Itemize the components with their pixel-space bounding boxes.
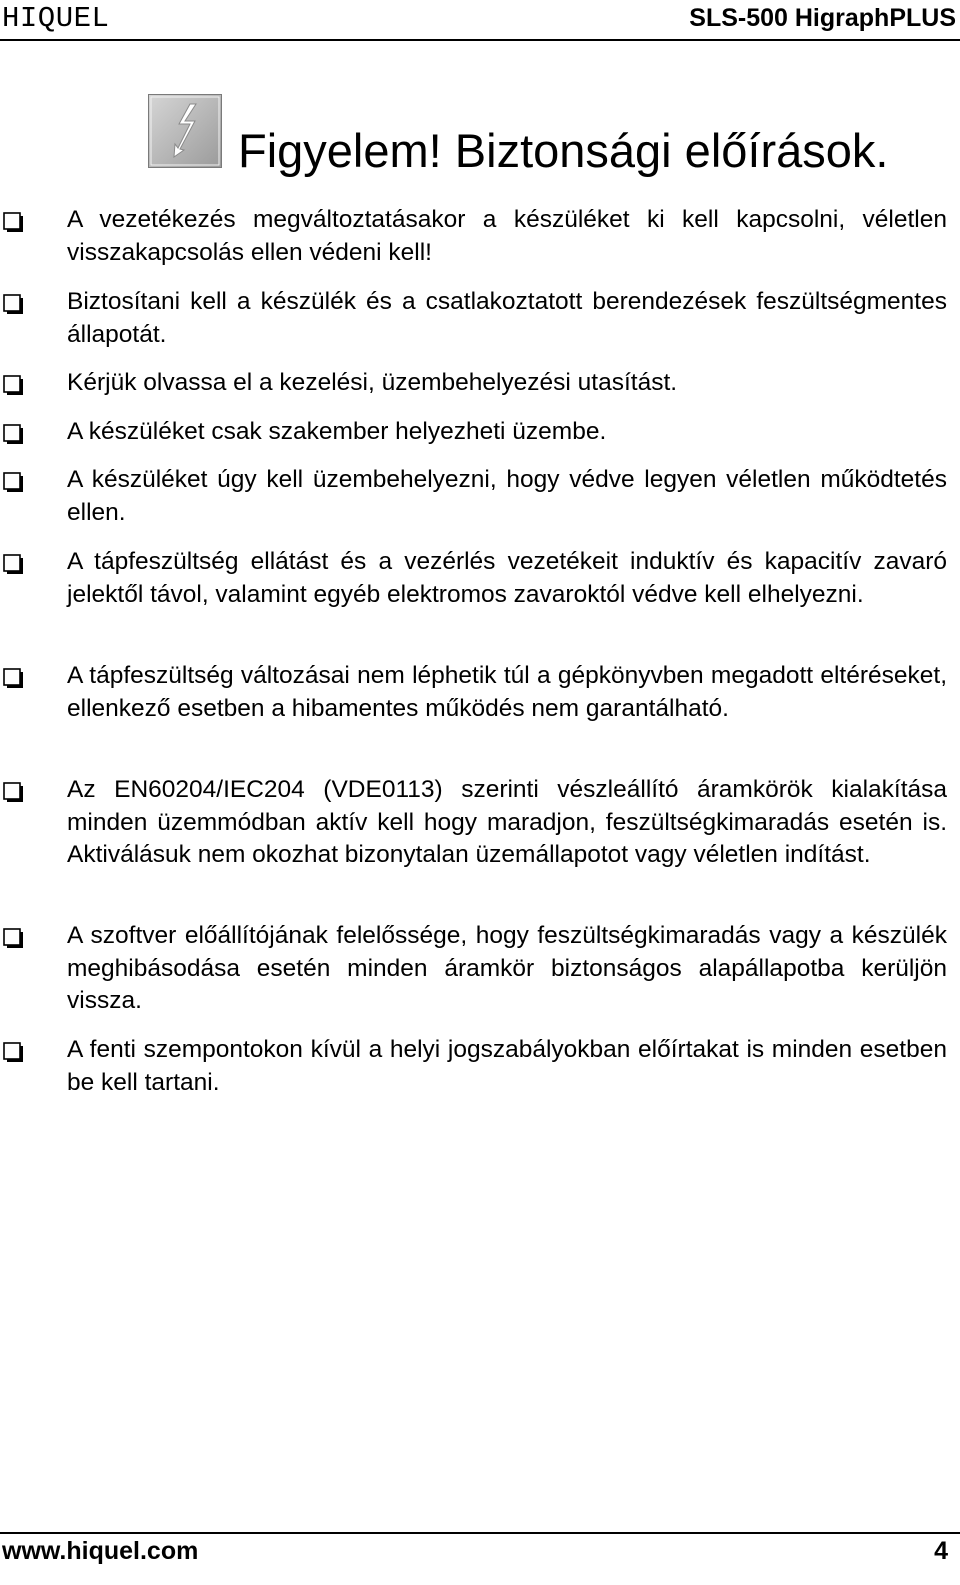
list-item-text: A fenti szempontokon kívül a helyi jogszabályokban előírtakat is minden esetben be kell tartani. bbox=[67, 1036, 947, 1096]
list-item-text: A tápfeszültség ellátást és a vezérlés vezetékeit induktív és kapacitív zavaró jelektől távol, valamint egyéb elektromos zavaroktól védve kell elhelyezni. bbox=[67, 548, 947, 608]
website-url: www.hiquel.com bbox=[2, 1537, 199, 1565]
checkbox-icon bbox=[3, 554, 24, 575]
checkbox-icon bbox=[3, 1042, 24, 1063]
checkbox-icon bbox=[3, 928, 24, 949]
header-divider bbox=[0, 39, 960, 41]
list-item-text: A vezetékezés megváltoztatásakor a készüléket ki kell kapcsolni, véletlen visszakapcsolás ellen védeni kell! bbox=[67, 206, 947, 266]
footer-divider bbox=[0, 1532, 960, 1534]
checkbox-icon bbox=[3, 212, 24, 233]
list-item-text: A szoftver előállítójának felelőssége, hogy feszültségkimaradás vagy a készülék meghibásodása esetén minden áramkör biztonságos alapállapotba kerüljön vissza. bbox=[67, 922, 947, 1014]
list-item-text: Az EN60204/IEC204 (VDE0113) szerinti vészleállító áramkörök kialakítása minden üzemmódban aktív kell hogy maradjon, feszültségkimaradás esetén is. Aktiválásuk nem okozhat bizonytalan üzemállapotot vagy véletlen indítást. bbox=[67, 776, 947, 868]
list-item-text: A tápfeszültség változásai nem léphetik túl a gépkönyvben megadott eltéréseket, ellenkező esetben a hibamentes működés nem garantálható. bbox=[67, 662, 947, 722]
page-number: 4 bbox=[934, 1537, 948, 1565]
brand-name: HIQUEL bbox=[2, 2, 110, 35]
checkbox-icon bbox=[3, 294, 24, 315]
checkbox-icon bbox=[3, 782, 24, 803]
list-item-text: Biztosítani kell a készülék és a csatlakoztatott berendezések feszültségmentes állapotát. bbox=[67, 288, 947, 348]
lightning-warning-icon bbox=[148, 94, 222, 168]
list-item-text: Kérjük olvassa el a kezelési, üzembehelyezési utasítást. bbox=[67, 369, 678, 396]
list-item-text: A készüléket csak szakember helyezheti üzembe. bbox=[67, 418, 607, 445]
checkbox-icon bbox=[3, 668, 24, 689]
product-name: SLS-500 HigraphPLUS bbox=[689, 4, 956, 32]
page-header bbox=[0, 0, 960, 40]
checkbox-icon bbox=[3, 375, 24, 396]
checkbox-icon bbox=[3, 424, 24, 445]
list-item-text: A készüléket úgy kell üzembehelyezni, hogy védve legyen véletlen működtetés ellen. bbox=[67, 466, 947, 526]
page-title: Figyelem! Biztonsági előírások. bbox=[238, 124, 889, 177]
checkbox-icon bbox=[3, 472, 24, 493]
